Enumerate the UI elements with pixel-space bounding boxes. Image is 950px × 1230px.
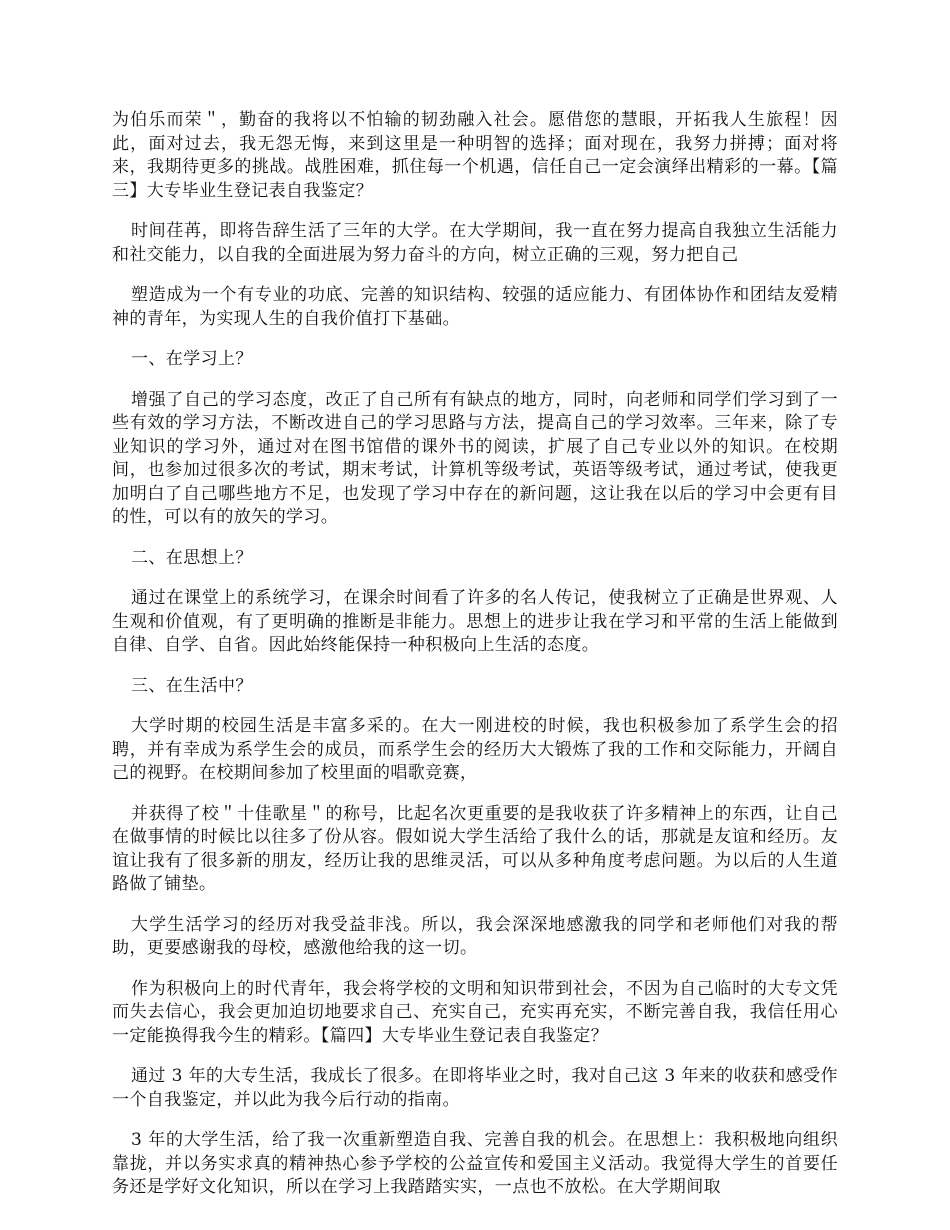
section-heading-life: 三、在生活中？ [131,675,253,696]
paragraph: 大学生活学习的经历对我受益非浅。所以，我会深深地感激我的同学和老师他们对我的帮助，更要感谢我的母校，感激他给我的这一切。 [112,914,838,958]
paragraph: 时间荏苒，即将告辞生活了三年的大学。在大学期间，我一直在努力提高自我独立生活能力和社交能力，以自我的全面进展为努力奋斗的方向，树立正确的三观，努力把自己 [112,221,838,265]
paragraph: 3 年的大学生活，给了我一次重新塑造自我、完善自我的机会。在思想上：我积极地向组织靠拢，并以务实求真的精神热心参予学校的公益宣传和爱国主义活动。我觉得大学生的首要任务还是学好文化知识，所以在学习上我踏踏实实，一点也不放松。在大学期间取 [112,1130,838,1197]
section-heading-thought: 二、在思想上？ [131,547,253,568]
paragraph-intro: 为伯乐而荣＂，勤奋的我将以不怕输的韧劲融入社会。愿借您的慧眼，开拓我人生旅程！因此，面对过去，我无怨无悔，来到这里是一种明智的选择；面对现在，我努力拼搏；面对将来，我期待更多的挑战。战胜困难，抓住每一个机遇，信任自己一定会演绎出精彩的一幕。【篇三】大专毕业生登记表自我鉴定？ [112,110,838,201]
paragraph: 通过 3 年的大专生活，我成长了很多。在即将毕业之时，我对自己这 3 年来的收获和感受作一个自我鉴定，并以此为我今后行动的指南。 [112,1066,838,1110]
paragraph: 大学时期的校园生活是丰富多采的。在大一刚进校的时候，我也积极参加了系学生会的招聘，并有幸成为系学生会的成员，而系学生会的经历大大锻炼了我的工作和交际能力，开阔自己的视野。在校期间参加了校里面的唱歌竞赛， [112,716,838,783]
paragraph: 通过在课堂上的系统学习，在课余时间看了许多的名人传记，使我树立了正确是世界观、人生观和价值观，有了更明确的推断是非能力。思想上的进步让我在学习和平常的生活上能做到自律、自学、自省。因此始终能保持一种积极向上生活的态度。 [112,588,838,655]
paragraph: 塑造成为一个有专业的功底、完善的知识结构、较强的适应能力、有团体协作和团结友爱精神的青年，为实现人生的自我价值打下基础。 [112,285,838,329]
paragraph: 并获得了校＂十佳歌星＂的称号，比起名次更重要的是我收获了许多精神上的东西，让自己在做事情的时候比以往多了份从容。假如说大学生活给了我什么的话，那就是友谊和经历。友谊让我有了很多新的朋友，经历让我的思维灵活，可以从多种角度考虑问题。为以后的人生道路做了铺垫。 [112,803,838,894]
paragraph: 增强了自己的学习态度，改正了自己所有有缺点的地方，同时，向老师和同学们学习到了一些有效的学习方法，不断改进自己的学习思路与方法，提高自己的学习效率。三年来，除了专业知识的学习外，通过对在图书馆借的课外书的阅读，扩展了自己专业以外的知识。在校期间，也参加过很多次的考试，期末考试，计算机等级考试，英语等级考试，通过考试，使我更加明白了自己哪些地方不足，也发现了学习中存在的新问题，这让我在以后的学习中会更有目的性，可以有的放矢的学习。 [112,389,838,527]
section-heading-study: 一、在学习上？ [131,349,253,369]
paragraph: 作为积极向上的时代青年，我会将学校的文明和知识带到社会，不因为自己临时的大专文凭而失去信心，我会更加迫切地要求自己、充实自己，充实再充实，不断完善自我，我信任用心一定能换得我今生的精彩。【篇四】大专毕业生登记表自我鉴定？ [112,978,838,1046]
